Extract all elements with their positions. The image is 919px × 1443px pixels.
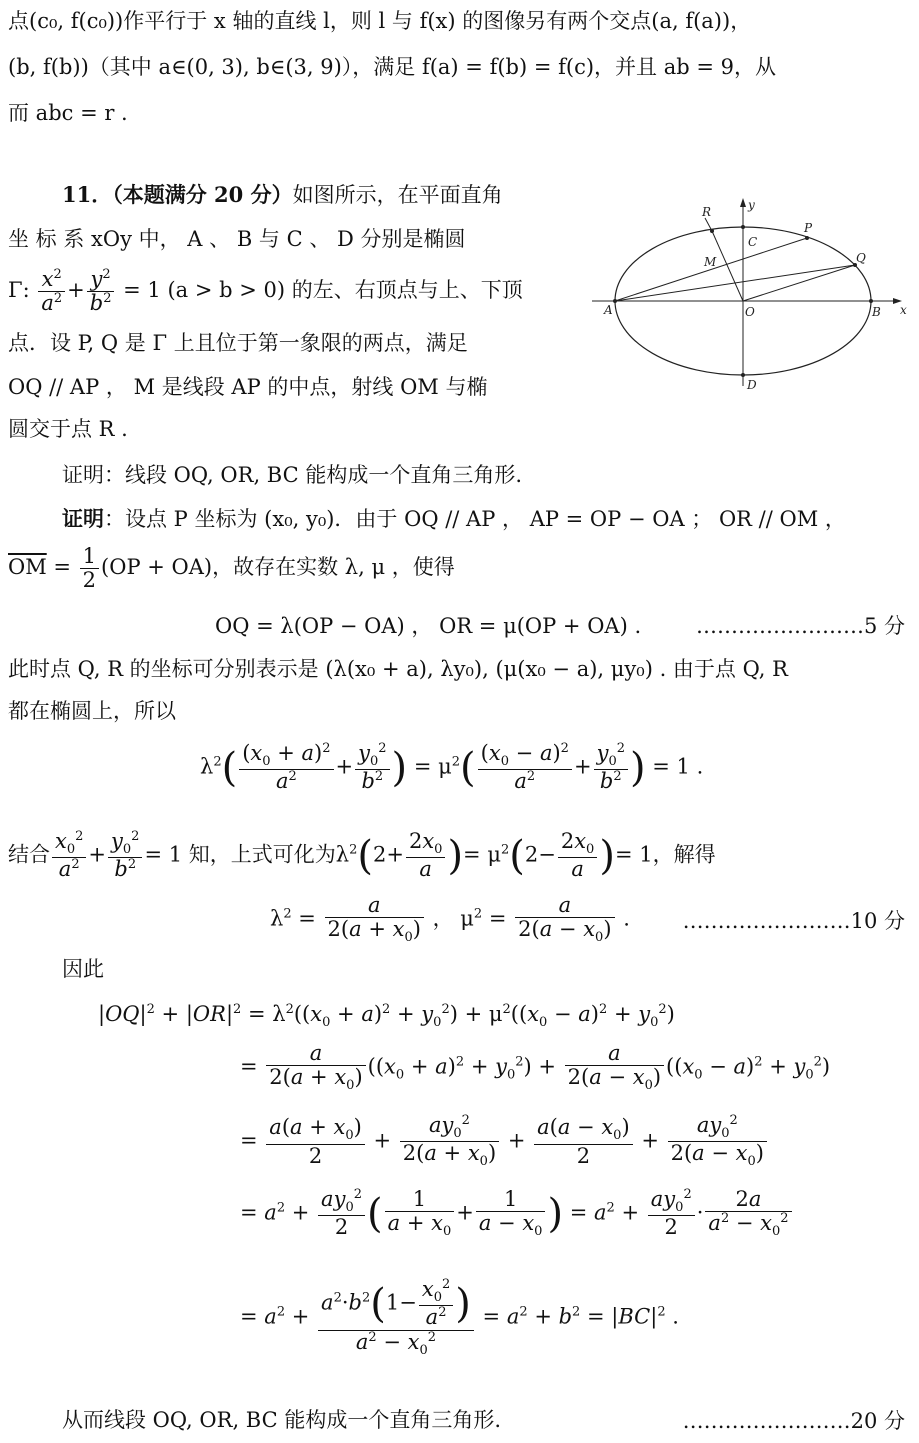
proof-text: ，解得 (652, 842, 716, 867)
proof-line: 因此 (62, 957, 104, 981)
axis-label-y: y (748, 198, 755, 212)
proof-text: 结合 (8, 842, 50, 867)
text-line: 而 abc = r . (8, 101, 128, 125)
point-label-M: M (704, 255, 717, 269)
point-label-D: D (747, 378, 757, 392)
proof-label: 证明 (62, 506, 104, 531)
proof-text: ：设点 P 坐标为 (x₀, y₀)．由于 OQ // AP ， AP = OP − OA ； OR // OM ， (104, 507, 846, 531)
equation: = $a^2$ + $a^2\cdot b^2(1-$ $\frac{x_0^2}{a^2}$ ) $a^2 - x_0^2$ = $a^2 + b^2 = |BC|^2$ . (240, 1277, 679, 1358)
problem-heading (62, 180, 503, 210)
score-mark: ……………………5 分 (695, 614, 905, 638)
proof-text: = 1 知，上式可化为 (144, 842, 336, 867)
proof-line (62, 504, 846, 534)
proof-line: 此时点 Q, R 的坐标可分别表示是 (λ(x₀ + a), λy₀), (μ(x₀ − a), μy₀) . 由于点 Q, R (8, 657, 788, 681)
point-label-B: B (872, 305, 881, 319)
proof-line: 结合 $\frac{x_0^2}{a^2}$ + $\frac{y_0^2}{b^2}$ = 1 知，上式可化为$\lambda^2(2+$ $\frac{2x_0}{a}$ )= $\mu^2(2-$ $\frac{2x_0}{a}$ )= 1，解得 (8, 829, 716, 882)
equation: $|OQ|^2 + |OR|^2 = \lambda^2((x_0 + a)^2 + y_0^2) + \mu^2((x_0 - a)^2 + y_0^2)$ (98, 1002, 675, 1031)
point-label-P: P (804, 221, 813, 235)
equation: = $\frac{a}{2(a + x_0)}$ $((x_0 + a)^2 + y_0^2)$ + $\frac{a}{2(a - x_0)}$ $((x_0 - a)^2 + y_0^2)$ (240, 1041, 831, 1094)
ellipse-x-frac: $\frac{x^2}{a^2}$ (38, 268, 65, 315)
problem-text: OQ // AP ， M 是线段 AP 的中点，射线 OM 与椭 (8, 375, 488, 399)
text-line: (b, f(b))（其中 a∈(0, 3), b∈(3, 9)），满足 f(a) = f(b) = f(c)，并且 ab = 9，从 (8, 55, 776, 79)
equation: $\lambda^2$( $\frac{(x_0 + a)^2}{a^2}$ + $\frac{y_0^2}{b^2}$ ) = $\mu^2$( $\frac{(x_0 - a)^2}{a^2}$ + $\frac{y_0^2}{b^2}$ ) = 1 . (200, 741, 704, 794)
ellipse-figure (590, 196, 910, 396)
point-label-Q: Q (856, 251, 866, 265)
score-mark: ……………………20 分 (682, 1409, 905, 1433)
proof-line: 都在椭圆上，所以 (8, 699, 176, 723)
score-mark: ……………………10 分 (682, 909, 905, 933)
problem-text: 点．设 P, Q 是 Γ 上且位于第一象限的两点，满足 (8, 331, 468, 355)
problem-text: Γ: $\frac{x^2}{a^2}$ + $\frac{y^2}{b^2}$ = 1 (a > b > 0) 的左、右顶点与上、下顶 (8, 267, 523, 316)
point-label-C: C (748, 235, 758, 249)
proof-line: 从而线段 OQ, OR, BC 能构成一个直角三角形. (62, 1408, 502, 1432)
point-label-R: R (702, 205, 712, 219)
proof-text: (OP + OA)，故存在实数 λ, μ ，使得 (101, 555, 455, 580)
proof-line: $\overline{OM}$ = $\frac{1}{2}$ (OP + OA)，故存在实数 λ, μ ，使得 (8, 544, 455, 593)
equation: = $a^2$ + $\frac{ay_0^2}{2}$ ( $\frac{1}{a + x_0}$ + $\frac{1}{a - x_0}$ ) = $a^2$ + $\frac{ay_0^2}{2}$ · $\frac{2a}{a^2 - x_0^2}$ (240, 1188, 794, 1240)
claim: 证明：线段 OQ, OR, BC 能构成一个直角三角形. (62, 463, 523, 487)
gamma-prefix: Γ: (8, 278, 37, 303)
problem-number: 11 (62, 182, 92, 207)
problem-text: 坐 标 系 xOy 中， A 、 B 与 C 、 D 分别是椭圆 (8, 227, 466, 251)
equation: = $\frac{a(a + x_0)}{2}$ + $\frac{ay_0^2}{2(a + x_0)}$ + $\frac{a(a - x_0)}{2}$ + $\frac{ay_0^2}{2(a - x_0)}$ (240, 1114, 769, 1170)
equation: OQ = λ(OP − OA) ， OR = μ(OP + OA) . (215, 614, 642, 638)
problem-text: 如图所示，在平面直角 (292, 183, 503, 207)
axis-label-x: x (900, 303, 907, 317)
point-label-O: O (745, 305, 755, 319)
problem-text-tail: = 1 (a > b > 0) 的左、右顶点与上、下顶 (116, 278, 523, 303)
problem-text: 圆交于点 R . (8, 417, 128, 441)
equation: $\lambda^2$ = $\frac{a}{2(a + x_0)}$ ， $\mu^2$ = $\frac{a}{2(a - x_0)}$ . (270, 893, 630, 946)
problem-score: ．（本题满分 20 分） (91, 182, 293, 207)
text-line: 点(c₀, f(c₀))作平行于 x 轴的直线 l，则 l 与 f(x) 的图像另有两个交点(a, f(a))， (8, 9, 752, 33)
point-label-A: A (604, 303, 613, 317)
ellipse-y-frac: $\frac{y^2}{b^2}$ (87, 268, 115, 315)
